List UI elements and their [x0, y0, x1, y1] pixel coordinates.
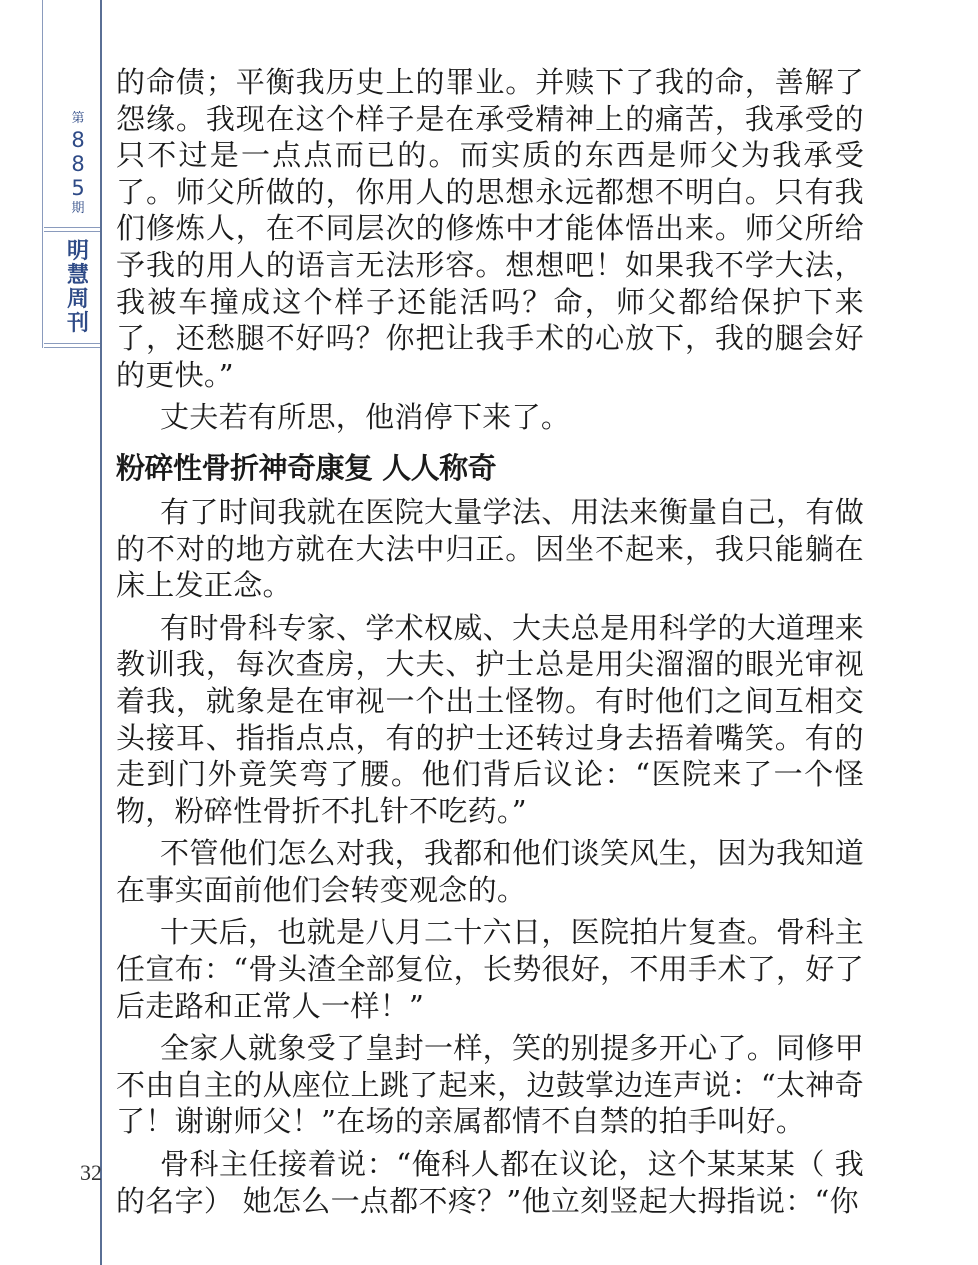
section-heading: 粉碎性骨折神奇康复 人人称奇 — [116, 450, 497, 485]
paragraph: 丈夫若有所思，他消停下来了。 — [160, 400, 571, 435]
article-body — [116, 64, 864, 1225]
publication-name — [62, 240, 94, 336]
publication-char: 周 — [66, 287, 89, 312]
issue-digit: 8 — [71, 152, 85, 176]
paragraph: 不管他们怎么对我，我都和他们谈笑风生，因为我知道在事实面前他们会转变观念的。 — [116, 836, 864, 907]
issue-digit: 8 — [71, 128, 85, 152]
sidebar-divider — [44, 227, 100, 232]
margin-inner-rule — [42, 0, 43, 348]
paragraph: 有时骨科专家、学术权威、大夫总是用科学的大道理来教训我，每次查房，大夫、护士总是用尖溜溜的眼光审视着我，就象是在审视一个出土怪物。有时他们之间互相交头接耳、指指点点，有的护士还转过身去捂着嘴笑。有的走到门外竟笑弯了腰。他们背后议论：“医院来了一个怪物，粉碎性骨折不扎针不吃药。” — [116, 610, 864, 828]
publication-char: 慧 — [66, 263, 89, 288]
paragraph: 十天后，也就是八月二十六日，医院拍片复查。骨科主任宣布：“骨头渣全部复位，长势很好，不用手术了，好了后走路和正常人一样！” — [116, 915, 864, 1023]
publication-char: 刊 — [66, 311, 89, 336]
issue-digit: 5 — [71, 176, 85, 200]
issue-prefix: 第 — [71, 111, 85, 126]
paragraph: 的命债；平衡我历史上的罪业。并赎下了我的命，善解了怨缘。我现在这个样子是在承受精神上的痛苦，我承受的只不过是一点点而已的。而实质的东西是师父为我承受了。师父所做的，你用人的思想永远都想不明白。只有我们修炼人，在不同层次的修炼中才能体悟出来。师父所给予我的用人的语言无法形容。想想吧！如果我不学大法，我被车撞成这个样子还能活吗？命，师父都给保护下来了，还愁腿不好吗？你把让我手术的心放下，我的腿会好的更快。” — [116, 65, 864, 392]
sidebar-divider — [44, 343, 100, 348]
paragraph: 骨科主任接着说：“俺科人都在议论，这个某某某（ 我的名字） 她怎么一点都不疼？”他立刻竖起大拇指说：“你 — [116, 1147, 864, 1218]
page-number: 32 — [80, 1160, 102, 1185]
issue-label — [58, 110, 98, 218]
publication-char: 明 — [66, 239, 89, 264]
issue-suffix: 期 — [71, 201, 85, 216]
margin-rule — [100, 0, 102, 1265]
paragraph: 全家人就象受了皇封一样，笑的别提多开心了。同修甲不由自主的从座位上跳了起来，边鼓掌边连声说：“太神奇了！谢谢师父！”在场的亲属都情不自禁的拍手叫好。 — [116, 1031, 864, 1139]
paragraph: 有了时间我就在医院大量学法、用法来衡量自己，有做的不对的地方就在大法中归正。因坐不起来，我只能躺在床上发正念。 — [116, 494, 864, 603]
